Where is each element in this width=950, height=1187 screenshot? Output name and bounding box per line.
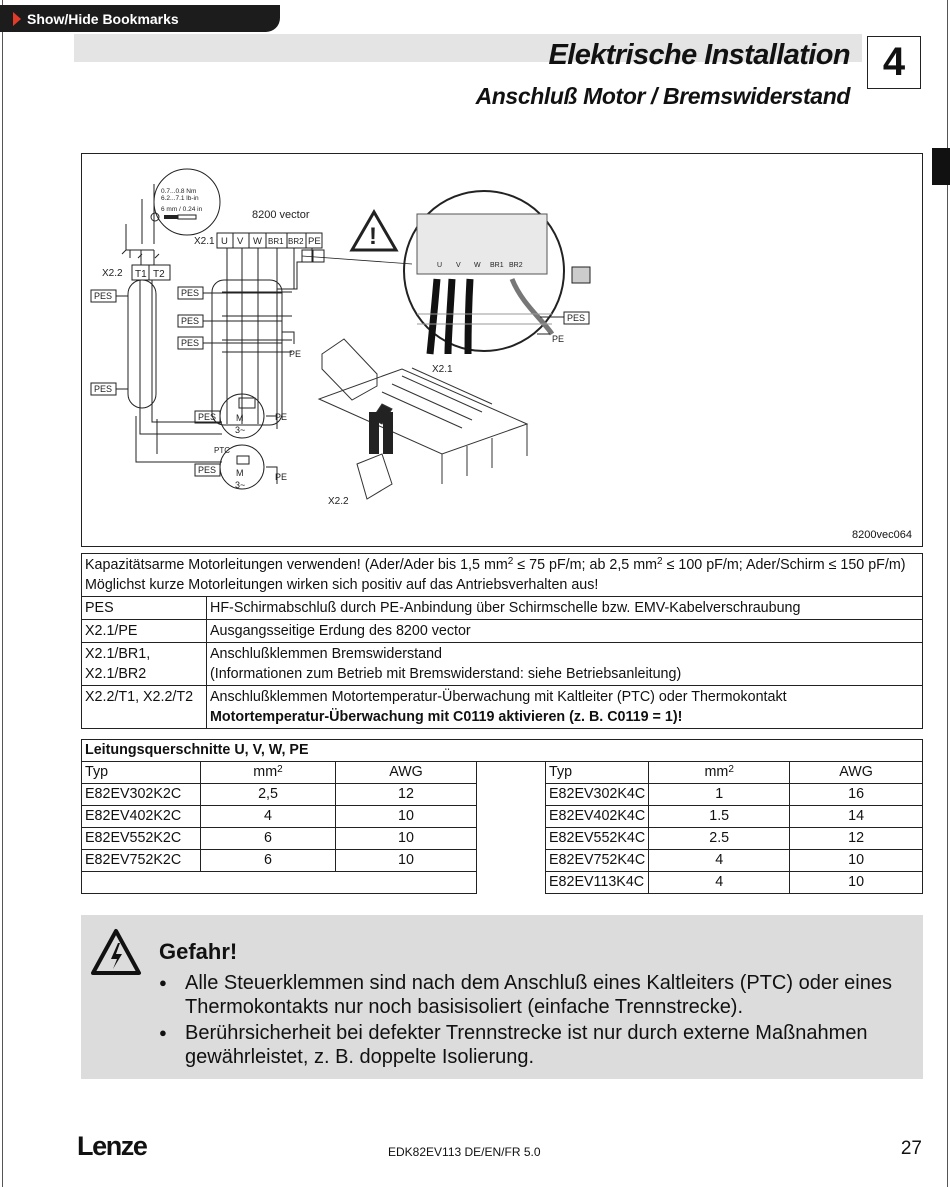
table-value: Anschlußklemmen Bremswiderstand [210,646,443,662]
left-typ: E82EV752K2C [82,850,201,872]
figure-code: 8200vec064 [852,529,912,541]
table-key: PES [82,597,207,620]
photo-terminal-v: V [456,262,461,269]
table-row [82,686,923,729]
pe-label: PE [552,334,565,344]
col-awg: AWG [790,762,923,784]
terminal-v: V [237,236,244,247]
photo-terminal-br1: BR1 [490,262,504,269]
connection-info-table [81,553,923,729]
pes-label: PES [198,465,217,475]
pe-label: PE [289,349,302,359]
left-typ: E82EV402K2C [82,806,201,828]
left-awg: 10 [336,828,477,850]
col-mm-sup: 2 [277,764,283,775]
left-typ: E82EV302K2C [82,784,201,806]
terminal-br1: BR1 [268,237,284,246]
danger-title: Gefahr! [159,939,238,964]
pe-label: PE [275,472,288,482]
pes-label: PES [94,384,113,394]
left-awg: 10 [336,850,477,872]
danger-notice [81,915,923,1079]
high-voltage-warning-icon [87,923,145,981]
pes-label: PES [198,412,217,422]
right-awg: 14 [790,806,923,828]
table-row [82,643,923,686]
motor-m: M [236,468,244,478]
col-mm-cell [649,762,790,784]
right-typ: E82EV552K4C [546,828,649,850]
cable-note-sup2: 2 [657,556,663,567]
chapter-side-tab [932,148,950,185]
col-mm: mm [253,764,278,780]
x22-label-top: X2.2 [102,268,123,279]
x21-label-iso: X2.1 [432,364,453,375]
col-awg: AWG [336,762,477,784]
cable-note-mid: ≤ 75 pF/m; ab 2,5 mm [513,557,658,573]
table-value-cell [207,686,923,729]
device-label: 8200 vector [252,209,310,221]
left-empty-cell [82,872,477,894]
right-mm: 1.5 [649,806,790,828]
right-mm: 4 [649,850,790,872]
torque-nm-text: 0.7...0.8 Nm [161,188,197,195]
pes-label: PES [181,316,200,326]
table-key: X2.1/BR1, [85,646,151,662]
photo-terminal-u: U [437,262,443,269]
terminal-br2: BR2 [288,237,304,246]
strip-length-text: 6 mm / 0.24 in [161,206,203,213]
photo-terminal-w: W [474,262,481,269]
terminal-t2: T2 [153,269,165,280]
cable-note-sup1: 2 [507,556,514,567]
col-mm: mm [704,764,729,780]
table-header-row [82,762,923,784]
show-hide-bookmarks-label: Show/Hide Bookmarks [27,10,179,27]
svg-text:!: ! [369,223,377,250]
table-key: X2.2/T1, X2.2/T2 [82,686,207,729]
table-gap [477,762,546,894]
x22-label-iso: X2.2 [328,496,349,507]
terminal-u: U [221,236,228,247]
col-typ: Typ [546,762,649,784]
left-mm: 6 [201,828,336,850]
table-value: Ausgangsseitige Erdung des 8200 vector [207,620,923,643]
right-typ: E82EV302K4C [546,784,649,806]
table-key: X2.1/BR2 [85,666,147,682]
table-row [82,620,923,643]
terminal-block-x21 [217,233,322,248]
right-awg: 12 [790,828,923,850]
left-mm: 2,5 [201,784,336,806]
page-title: Elektrische Installation [548,39,850,71]
drive-isometric [319,339,527,499]
col-mm-cell [201,762,336,784]
pes-label: PES [181,288,200,298]
right-typ: E82EV113K4C [546,872,649,894]
right-awg: 10 [790,850,923,872]
page-edge-right-bottom [947,1150,948,1187]
left-mm: 6 [201,850,336,872]
table-value-cell [207,643,923,686]
ptc-label: PTC [214,446,230,455]
right-awg: 10 [790,872,923,894]
right-mm: 4 [649,872,790,894]
table-key: X2.1/PE [82,620,207,643]
terminal-pe: PE [308,236,321,247]
cable-note-pre: Kapazitätsarme Motorleitungen verwenden! (Ader/Ader bis 1,5 mm [85,557,508,573]
col-mm-sup: 2 [728,764,734,775]
motor-m: M [236,413,244,423]
table-row [82,554,923,597]
page-edge-left-bottom [2,1150,3,1187]
right-typ: E82EV752K4C [546,850,649,872]
pes-label: PES [94,291,113,301]
table-key-cell [82,643,207,686]
motor-3phase: 3~ [235,425,246,435]
wire-table-title: Leitungsquerschnitte U, V, W, PE [82,740,923,762]
page-number: 27 [900,1138,922,1159]
danger-list [159,971,899,1071]
pes-label: PES [181,338,200,348]
cable-note-post: ≤ 100 pF/m; Ader/Schirm ≤ 150 pF/m) [662,557,906,573]
danger-item: ● Berührsicherheit bei defekter Trennstrecke ist nur durch externe Maßnahmen gewährleistet, z. B. doppelte Isolierung. [159,1021,899,1069]
triangle-right-icon [13,12,21,26]
page-edge-left [2,0,3,1187]
danger-item: ● Alle Steuerklemmen sind nach dem Anschluß eines Kaltleiters (PTC) oder eines Thermokontakts nur noch basisisoliert (einfache Trennstrecke). [159,971,899,1019]
page-subtitle: Anschluß Motor / Bremswiderstand [475,83,850,109]
left-awg: 10 [336,806,477,828]
table-value: Anschlußklemmen Motortemperatur-Überwachung mit Kaltleiter (PTC) oder Thermokontakt [210,689,787,705]
table-value: HF-Schirmabschluß durch PE-Anbindung über Schirmschelle bzw. EMV-Kabelverschraubung [207,597,923,620]
left-typ: E82EV552K2C [82,828,201,850]
table-title-row [82,740,923,762]
wiring-figure [81,153,923,547]
table-value-bold: Motortemperatur-Überwachung mit C0119 aktivieren (z. B. C0119 = 1)! [210,709,683,725]
table-row [82,597,923,620]
pes-label: PES [567,313,586,323]
left-mm: 4 [201,806,336,828]
right-awg: 16 [790,784,923,806]
terminal-t1: T1 [135,269,147,280]
chapter-number: 4 [867,36,921,89]
x21-label: X2.1 [194,236,215,247]
show-hide-bookmarks-button[interactable] [0,5,280,32]
cable-note-cell [82,554,923,597]
right-mm: 1 [649,784,790,806]
left-awg: 12 [336,784,477,806]
table-value: (Informationen zum Betrieb mit Bremswiderstand: siehe Betriebsanleitung) [210,666,682,682]
wiring-diagram [82,154,924,548]
torque-lbin-text: 6.2...7.1 lb-in [161,195,199,202]
cable-note-2: Möglichst kurze Motorleitungen wirken sich positiv auf das Antriebsverhalten aus! [85,577,599,593]
pe-label: PE [275,412,288,422]
right-typ: E82EV402K4C [546,806,649,828]
terminal-w: W [253,236,262,247]
torque-spec-callout [142,169,220,244]
col-typ: Typ [82,762,201,784]
right-mm: 2.5 [649,828,790,850]
motor-3phase: 3~ [235,480,246,490]
lenze-logo: Lenze [77,1131,147,1161]
photo-terminal-br2: BR2 [509,262,523,269]
wire-cross-section-table [81,739,923,894]
document-id: EDK82EV113 DE/EN/FR 5.0 [388,1145,541,1159]
